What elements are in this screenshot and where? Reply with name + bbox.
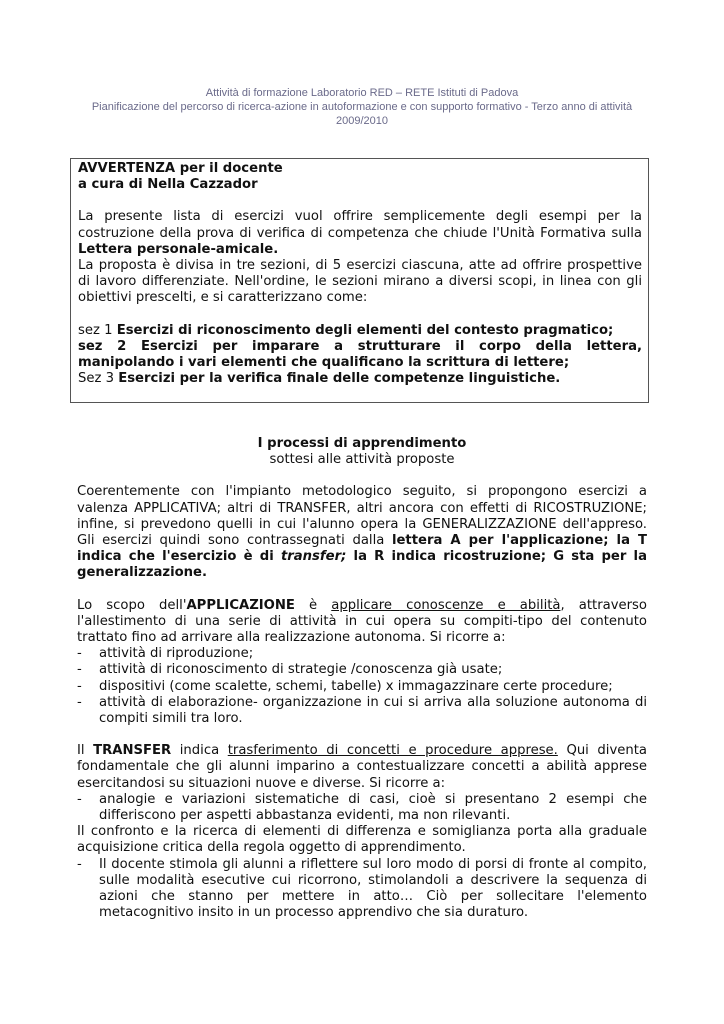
warning-p1-bold: Lettera personale-amicale. xyxy=(78,241,279,257)
section-2-title: sez 2 Esercizi per imparare a strutturare il corpo della lettera, manipolando i vari elementi che qualificano la scrittura di lettere; xyxy=(78,338,642,371)
intro-bold-2: la R indica ricostruzione; G sta per la generalizzazione. xyxy=(77,549,647,581)
tr-underline: trasferimento di concetti e procedure apprese. xyxy=(227,743,558,759)
intro-bold-1: lettera A per l'applicazione; la T indica che l'esercizio è di xyxy=(77,533,648,565)
app-text-b: è xyxy=(294,597,332,613)
header-line-2: Pianificazione del percorso di ricerca-azione in autoformazione e con supporto formativo - Terzo anno di attività xyxy=(91,101,633,113)
section-1-title: Esercizi di riconoscimento degli elementi del contesto pragmatico; xyxy=(116,322,614,338)
section-3-title: Esercizi per la verifica finale delle competenze linguistiche. xyxy=(118,371,561,387)
main-content xyxy=(77,436,647,921)
tr-text-a: Il xyxy=(77,743,94,759)
warning-title: AVVERTENZA per il docente xyxy=(78,161,283,176)
transfer-paragraph xyxy=(77,743,647,792)
tr-text-b: indica xyxy=(171,743,228,759)
warning-p1-text: La presente lista di esercizi vuol offrire semplicemente degli esempi per la costruzione della prova di verifica di competenza che chiude l'Unità Formativa sulla xyxy=(78,209,642,241)
section-3-line xyxy=(78,371,642,387)
warning-paragraph-1 xyxy=(78,209,642,258)
list-item: - attività di riproduzione; xyxy=(77,646,647,662)
app-text-a: Lo scopo dell' xyxy=(77,597,187,613)
list-item: - attività di elaborazione- organizzazione in cui si arriva alla soluzione autonoma di compiti simili tra loro. xyxy=(77,695,647,727)
list-item: - Il docente stimola gli alunni a riflettere sul loro modo di porsi di fronte al compito, sulle modalità esecutive cui ricorrono, stimolandoli a descrivere la sequenza di azioni che stanno per mettere in atto… Ciò per sollecitare l'elemento metacognitivo insito in un processo apprendivo che sia duraturo. xyxy=(77,857,647,922)
transfer-list xyxy=(77,792,647,824)
section-3-label: Sez 3 xyxy=(78,371,119,387)
section-2-line xyxy=(78,339,642,371)
warning-paragraph-2: La proposta è divisa in tre sezioni, di 5 esercizi ciascuna, atte ad offrire prospettive di lavoro differenziate. Nell'ordine, le sezioni mirano a diversi scopi, in linea con gli obiettivi prescelti, e si caratterizzano come: xyxy=(78,258,642,306)
transfer-list-2 xyxy=(77,857,647,922)
intro-text: Coerentemente con l'impianto metodologico seguito, si propongono esercizi a valenza APPLICATIVA; altri di TRANSFER, altri ancora con effetti di RICOSTRUZIONE; infine, si prevedono quelli in cui l'alunno opera la GENERALIZZAZIONE dell'appreso. Gli esercizi quindi sono contrassegnati dalla xyxy=(77,484,647,549)
tr-bold: TRANSFER xyxy=(93,743,172,759)
section-1-line xyxy=(78,323,642,339)
transfer-paragraph-2: Il confronto e la ricerca di elementi di differenza e somiglianza porta alla graduale acquisizione critica della regola oggetto di apprendimento. xyxy=(77,824,647,856)
warning-author: a cura di Nella Cazzador xyxy=(78,177,258,193)
tr-text-c: Qui diventa fondamentale che gli alunni imparino a contestualizzare concetti a abilità apprese esercitandosi su situazioni nuove e diverse. Si ricorre a: xyxy=(77,743,647,791)
list-item: - attività di riconoscimento di strategie /conoscenza già usate; xyxy=(77,662,647,678)
page-header xyxy=(60,86,664,128)
section-1-label: sez 1 xyxy=(78,322,117,338)
main-subheading: sottesi alle attività proposte xyxy=(269,452,455,468)
main-heading: I processi di apprendimento xyxy=(257,436,467,451)
application-list xyxy=(77,646,647,727)
app-bold: APPLICAZIONE xyxy=(186,597,295,613)
application-paragraph xyxy=(77,598,647,647)
app-text-c: , attraverso l'allestimento di una serie di attività in cui opera su compiti-tipo del contenuto trattato fino ad arrivare alla realizzazione autonoma. Si ricorre a: xyxy=(77,597,648,646)
intro-paragraph xyxy=(77,484,647,581)
list-item: - analogie e variazioni sistematiche di casi, cioè si presentano 2 esempi che differiscono per aspetti abbastanza evidenti, ma non rilevanti. xyxy=(77,792,647,824)
app-underline: applicare conoscenze e abilità xyxy=(331,597,561,613)
list-item: - dispositivi (come scalette, schemi, tabelle) x immagazzinare certe procedure; xyxy=(77,679,647,695)
intro-bold-italic: transfer; xyxy=(280,549,347,565)
header-line-3: 2009/2010 xyxy=(336,115,388,127)
header-line-1: Attività di formazione Laboratorio RED – RETE Istituti di Padova xyxy=(205,87,519,99)
warning-box xyxy=(70,158,649,403)
